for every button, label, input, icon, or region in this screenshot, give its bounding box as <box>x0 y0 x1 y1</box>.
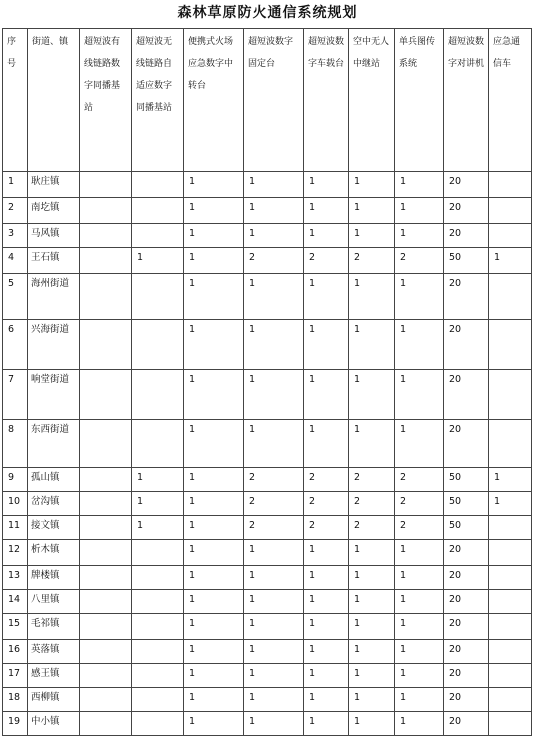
table-cell: 1 <box>244 274 304 320</box>
table-cell: 1 <box>304 274 349 320</box>
table-cell <box>489 224 532 248</box>
table-cell: 1 <box>304 614 349 640</box>
table-cell <box>132 198 184 224</box>
table-cell <box>80 224 132 248</box>
column-header: 超短波无线链路自适应数字同播基站 <box>132 29 184 172</box>
column-header: 超短波数字固定台 <box>244 29 304 172</box>
table-cell: 1 <box>304 640 349 664</box>
table-cell: 1 <box>395 320 444 370</box>
table-cell: 1 <box>184 566 244 590</box>
table-cell: 1 <box>244 640 304 664</box>
table-cell: 1 <box>349 224 395 248</box>
row-number-cell: 1 <box>3 172 28 198</box>
table-row <box>3 320 532 370</box>
column-header: 单兵图传系统 <box>395 29 444 172</box>
table-row <box>3 370 532 420</box>
table-cell: 2 <box>349 492 395 516</box>
table-cell <box>132 640 184 664</box>
table-cell: 1 <box>395 640 444 664</box>
table-cell: 1 <box>184 614 244 640</box>
table-cell: 1 <box>184 420 244 468</box>
table-cell: 1 <box>304 590 349 614</box>
table-cell: 1 <box>349 420 395 468</box>
table-cell: 50 <box>444 516 489 540</box>
town-name-cell: 东西街道 <box>28 420 80 468</box>
table-cell: 1 <box>349 320 395 370</box>
table-cell <box>489 274 532 320</box>
table-cell: 1 <box>304 540 349 566</box>
column-header: 便携式火场应急数字中转台 <box>184 29 244 172</box>
table-cell: 1 <box>304 712 349 736</box>
table-cell: 2 <box>244 468 304 492</box>
table-cell: 50 <box>444 248 489 274</box>
table-cell: 1 <box>184 468 244 492</box>
row-number-cell: 8 <box>3 420 28 468</box>
table-cell: 1 <box>395 688 444 712</box>
table-cell: 50 <box>444 468 489 492</box>
table-cell <box>80 248 132 274</box>
row-number-cell: 10 <box>3 492 28 516</box>
town-name-cell: 孤山镇 <box>28 468 80 492</box>
table-cell <box>80 614 132 640</box>
table-cell: 1 <box>244 540 304 566</box>
table-cell <box>132 566 184 590</box>
table-cell: 20 <box>444 320 489 370</box>
table-cell: 1 <box>349 640 395 664</box>
table-cell: 1 <box>184 248 244 274</box>
table-cell: 1 <box>244 172 304 198</box>
table-cell <box>489 566 532 590</box>
table-cell: 2 <box>304 492 349 516</box>
table-cell: 1 <box>184 590 244 614</box>
table-cell <box>132 420 184 468</box>
table-row <box>3 540 532 566</box>
table-cell: 20 <box>444 540 489 566</box>
table-row <box>3 516 532 540</box>
column-header: 应急通信车 <box>489 29 532 172</box>
table-cell: 1 <box>244 688 304 712</box>
town-name-cell: 西柳镇 <box>28 688 80 712</box>
table-cell: 1 <box>349 540 395 566</box>
row-number-cell: 14 <box>3 590 28 614</box>
table-row <box>3 688 532 712</box>
table-cell <box>132 274 184 320</box>
table-cell <box>132 172 184 198</box>
row-number-cell: 15 <box>3 614 28 640</box>
table-cell: 20 <box>444 688 489 712</box>
row-number-cell: 6 <box>3 320 28 370</box>
table-cell: 20 <box>444 370 489 420</box>
table-cell <box>132 688 184 712</box>
table-cell: 20 <box>444 664 489 688</box>
table-cell <box>132 712 184 736</box>
table-cell: 1 <box>395 664 444 688</box>
town-name-cell: 感王镇 <box>28 664 80 688</box>
table-cell: 1 <box>184 688 244 712</box>
table-row <box>3 248 532 274</box>
table-cell: 1 <box>395 370 444 420</box>
table-cell <box>489 320 532 370</box>
table-cell: 2 <box>244 492 304 516</box>
table-cell: 2 <box>395 516 444 540</box>
table-cell <box>489 614 532 640</box>
table-cell: 1 <box>304 688 349 712</box>
row-number-cell: 12 <box>3 540 28 566</box>
table-row <box>3 664 532 688</box>
table-cell <box>489 688 532 712</box>
table-cell <box>489 370 532 420</box>
table-cell: 1 <box>184 712 244 736</box>
table-cell: 1 <box>395 614 444 640</box>
table-cell <box>80 492 132 516</box>
table-cell: 1 <box>349 370 395 420</box>
column-header: 空中无人中继站 <box>349 29 395 172</box>
table-cell: 1 <box>349 566 395 590</box>
row-number-cell: 16 <box>3 640 28 664</box>
column-header: 超短波有线链路数字同播基站 <box>80 29 132 172</box>
table-cell: 1 <box>244 198 304 224</box>
table-cell <box>132 590 184 614</box>
table-cell: 1 <box>184 172 244 198</box>
town-name-cell: 王石镇 <box>28 248 80 274</box>
table-cell: 20 <box>444 420 489 468</box>
table-cell: 1 <box>489 492 532 516</box>
document-title: 森林草原防火通信系统规划 <box>177 5 358 21</box>
town-name-cell: 析木镇 <box>28 540 80 566</box>
table-cell: 2 <box>395 248 444 274</box>
town-name-cell: 英落镇 <box>28 640 80 664</box>
row-number-cell: 5 <box>3 274 28 320</box>
table-cell: 1 <box>304 370 349 420</box>
town-name-cell: 八里镇 <box>28 590 80 614</box>
table-cell: 1 <box>349 712 395 736</box>
table-cell: 1 <box>349 274 395 320</box>
table-cell: 1 <box>184 516 244 540</box>
table-cell <box>132 320 184 370</box>
table-cell <box>80 590 132 614</box>
table-cell <box>80 274 132 320</box>
table-cell <box>80 516 132 540</box>
town-name-cell: 响堂街道 <box>28 370 80 420</box>
table-cell: 1 <box>184 492 244 516</box>
table-row <box>3 614 532 640</box>
column-header: 超短波数字车载台 <box>304 29 349 172</box>
table-cell: 1 <box>395 540 444 566</box>
row-number-cell: 11 <box>3 516 28 540</box>
table-cell: 1 <box>132 248 184 274</box>
table-row <box>3 198 532 224</box>
table-cell: 1 <box>304 172 349 198</box>
town-name-cell: 兴海街道 <box>28 320 80 370</box>
table-cell: 20 <box>444 590 489 614</box>
table-cell <box>489 198 532 224</box>
table-cell: 20 <box>444 566 489 590</box>
table-cell: 1 <box>395 274 444 320</box>
row-number-cell: 18 <box>3 688 28 712</box>
table-cell: 20 <box>444 224 489 248</box>
planning-table <box>2 28 532 736</box>
table-cell: 2 <box>304 248 349 274</box>
table-cell: 2 <box>304 468 349 492</box>
table-cell <box>80 640 132 664</box>
table-cell: 1 <box>395 590 444 614</box>
table-row <box>3 420 532 468</box>
town-name-cell: 毛祁镇 <box>28 614 80 640</box>
table-cell: 1 <box>184 274 244 320</box>
table-cell <box>80 566 132 590</box>
town-name-cell: 中小镇 <box>28 712 80 736</box>
table-cell: 1 <box>395 198 444 224</box>
table-cell: 2 <box>349 248 395 274</box>
table-cell: 2 <box>304 516 349 540</box>
table-cell <box>489 420 532 468</box>
table-cell: 1 <box>184 370 244 420</box>
table-cell: 1 <box>489 248 532 274</box>
table-cell: 1 <box>304 224 349 248</box>
table-cell <box>80 664 132 688</box>
town-name-cell: 牌楼镇 <box>28 566 80 590</box>
table-cell: 2 <box>349 516 395 540</box>
table-cell: 2 <box>395 492 444 516</box>
table-cell <box>132 664 184 688</box>
table-cell: 20 <box>444 614 489 640</box>
table-cell <box>132 370 184 420</box>
town-name-cell: 岔沟镇 <box>28 492 80 516</box>
town-name-cell: 接文镇 <box>28 516 80 540</box>
table-header-row <box>3 29 532 172</box>
table-cell: 2 <box>244 516 304 540</box>
table-cell: 1 <box>349 664 395 688</box>
column-header: 街道、镇 <box>28 29 80 172</box>
table-cell: 1 <box>349 172 395 198</box>
table-cell: 1 <box>132 468 184 492</box>
table-row <box>3 172 532 198</box>
table-row <box>3 492 532 516</box>
table-row <box>3 566 532 590</box>
table-cell <box>80 540 132 566</box>
table-row <box>3 712 532 736</box>
table-cell <box>489 640 532 664</box>
table-row <box>3 274 532 320</box>
row-number-cell: 17 <box>3 664 28 688</box>
table-cell: 1 <box>184 198 244 224</box>
table-cell <box>80 468 132 492</box>
table-cell <box>132 614 184 640</box>
town-name-cell: 耿庄镇 <box>28 172 80 198</box>
table-cell <box>80 172 132 198</box>
table-cell <box>489 664 532 688</box>
column-header: 超短波数字对讲机 <box>444 29 489 172</box>
table-cell: 1 <box>184 224 244 248</box>
table-cell: 1 <box>244 566 304 590</box>
column-header: 序号 <box>3 29 28 172</box>
table-cell: 1 <box>349 614 395 640</box>
table-cell: 1 <box>395 566 444 590</box>
table-cell: 1 <box>349 590 395 614</box>
row-number-cell: 7 <box>3 370 28 420</box>
table-cell: 50 <box>444 492 489 516</box>
table-cell <box>80 320 132 370</box>
table-cell <box>489 172 532 198</box>
table-cell: 2 <box>349 468 395 492</box>
table-cell <box>489 712 532 736</box>
table-cell: 1 <box>244 614 304 640</box>
row-number-cell: 4 <box>3 248 28 274</box>
table-cell <box>80 198 132 224</box>
row-number-cell: 13 <box>3 566 28 590</box>
table-cell <box>80 712 132 736</box>
table-cell: 20 <box>444 712 489 736</box>
table-cell: 1 <box>244 224 304 248</box>
table-cell: 2 <box>395 468 444 492</box>
table-cell: 1 <box>184 320 244 370</box>
table-cell <box>132 224 184 248</box>
table-cell: 1 <box>349 688 395 712</box>
table-cell: 1 <box>304 420 349 468</box>
row-number-cell: 19 <box>3 712 28 736</box>
town-name-cell: 南圪镇 <box>28 198 80 224</box>
table-cell: 1 <box>184 664 244 688</box>
table-cell <box>132 540 184 566</box>
table-cell: 20 <box>444 274 489 320</box>
table-cell: 1 <box>304 664 349 688</box>
table-cell: 20 <box>444 172 489 198</box>
table-row <box>3 640 532 664</box>
table-cell: 1 <box>349 198 395 224</box>
table-row <box>3 590 532 614</box>
table-cell: 2 <box>244 248 304 274</box>
table-cell: 1 <box>395 420 444 468</box>
row-number-cell: 3 <box>3 224 28 248</box>
table-cell: 1 <box>304 198 349 224</box>
town-name-cell: 海州街道 <box>28 274 80 320</box>
table-cell <box>489 516 532 540</box>
table-cell: 1 <box>132 516 184 540</box>
table-cell: 1 <box>244 320 304 370</box>
table-cell: 20 <box>444 198 489 224</box>
table-cell <box>80 420 132 468</box>
table-cell: 1 <box>395 224 444 248</box>
table-cell: 1 <box>489 468 532 492</box>
row-number-cell: 9 <box>3 468 28 492</box>
table-cell: 1 <box>304 320 349 370</box>
table-cell: 1 <box>244 590 304 614</box>
table-cell: 1 <box>395 172 444 198</box>
table-cell: 1 <box>304 566 349 590</box>
row-number-cell: 2 <box>3 198 28 224</box>
table-row <box>3 468 532 492</box>
table-row <box>3 224 532 248</box>
table-cell <box>80 370 132 420</box>
table-cell <box>489 590 532 614</box>
table-cell: 1 <box>244 420 304 468</box>
table-cell: 1 <box>244 664 304 688</box>
table-cell: 1 <box>244 370 304 420</box>
town-name-cell: 马风镇 <box>28 224 80 248</box>
table-cell: 1 <box>132 492 184 516</box>
table-cell: 1 <box>395 712 444 736</box>
table-cell: 20 <box>444 640 489 664</box>
table-cell: 1 <box>184 640 244 664</box>
table-cell: 1 <box>184 540 244 566</box>
table-cell: 1 <box>244 712 304 736</box>
table-cell <box>489 540 532 566</box>
table-cell <box>80 688 132 712</box>
